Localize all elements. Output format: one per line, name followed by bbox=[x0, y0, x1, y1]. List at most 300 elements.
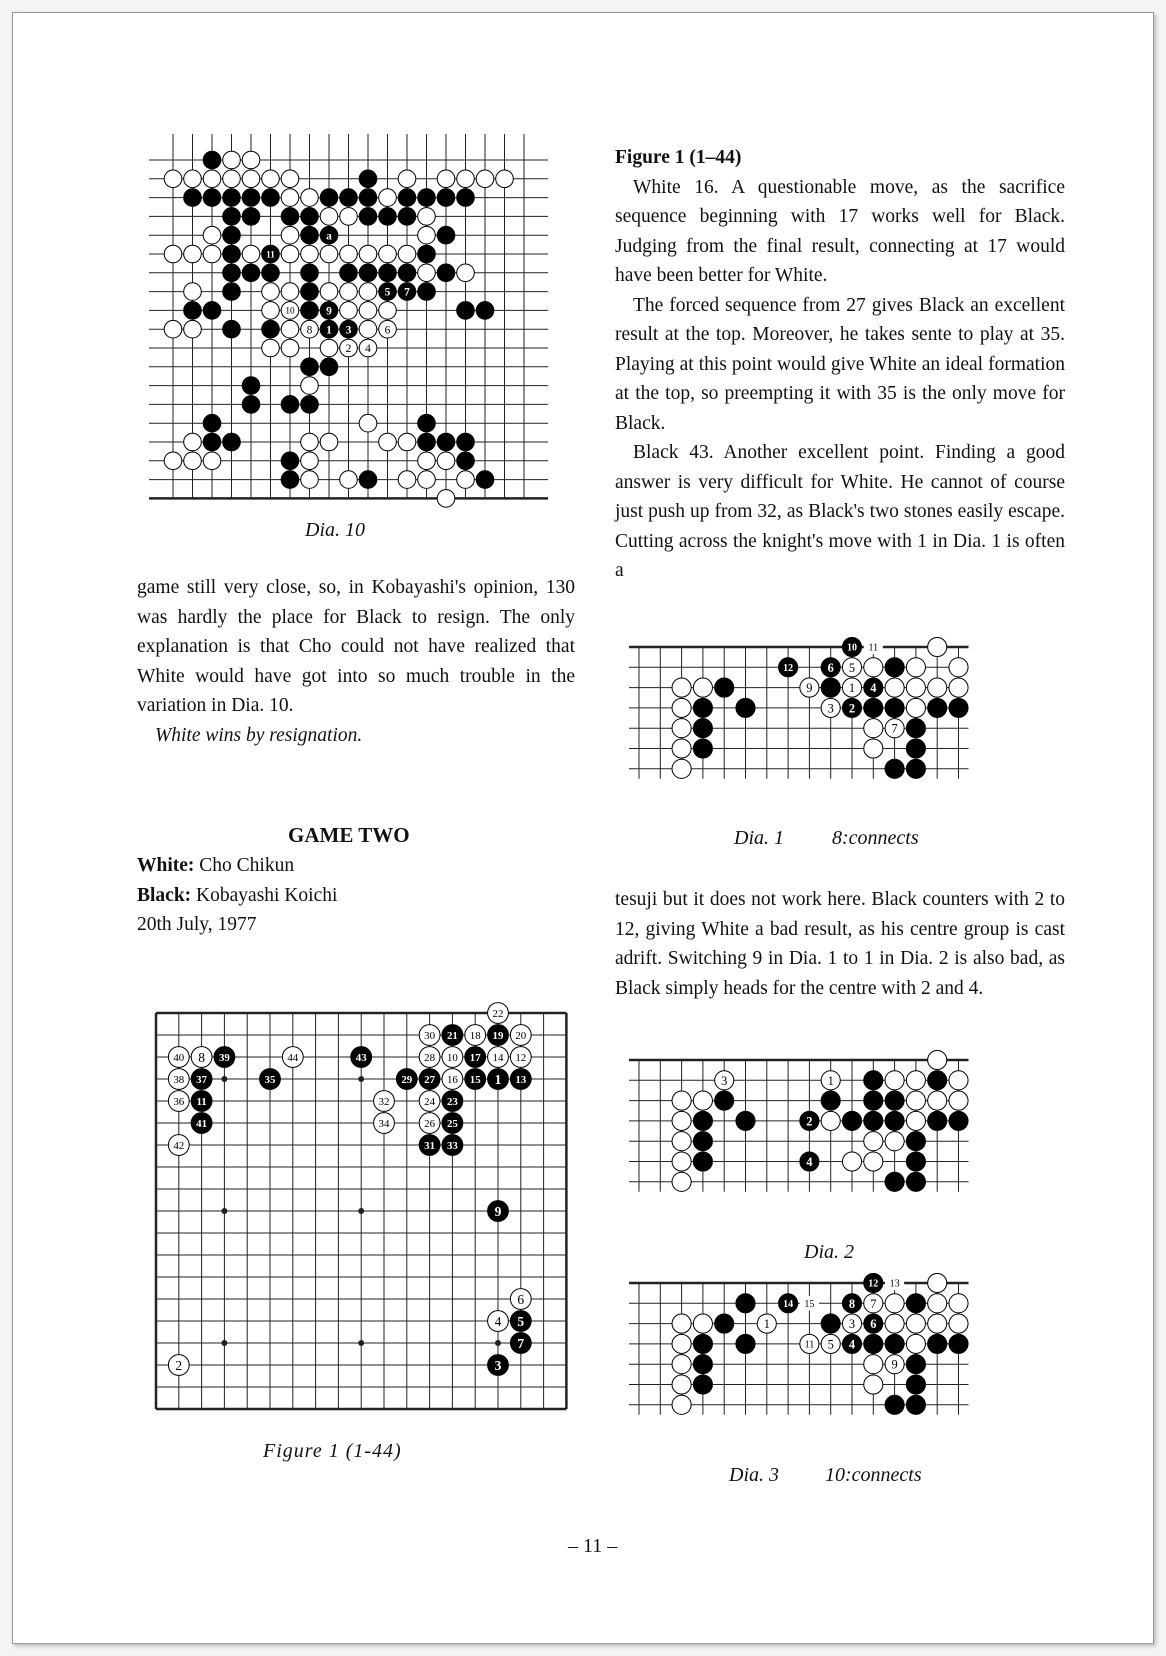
white-name: Cho Chikun bbox=[199, 855, 295, 876]
black-stone bbox=[693, 1375, 712, 1394]
move-number: 15 bbox=[469, 1073, 481, 1086]
black-stone bbox=[476, 302, 494, 320]
black-stone bbox=[223, 245, 241, 263]
black-stone bbox=[301, 226, 319, 244]
white-stone bbox=[418, 471, 436, 489]
white-stone bbox=[184, 283, 202, 301]
white-stone bbox=[864, 739, 883, 758]
move-number: 3 bbox=[345, 324, 352, 337]
move-number: 19 bbox=[492, 1029, 504, 1042]
white-stone bbox=[379, 245, 397, 263]
move-number: 10 bbox=[285, 305, 295, 316]
white-stone bbox=[476, 170, 494, 188]
black-stone bbox=[184, 189, 202, 207]
white-stone bbox=[672, 678, 691, 697]
white-stone bbox=[928, 1091, 947, 1110]
white-stone bbox=[906, 1314, 925, 1333]
black-player bbox=[137, 881, 337, 911]
white-stone bbox=[906, 1111, 925, 1130]
black-stone bbox=[223, 320, 241, 338]
black-stone bbox=[906, 1294, 925, 1313]
white-stone bbox=[320, 433, 338, 451]
white-stone bbox=[928, 678, 947, 697]
white-stone bbox=[885, 1071, 904, 1090]
black-stone bbox=[203, 151, 221, 169]
black-stone bbox=[418, 414, 436, 432]
white-stone bbox=[418, 264, 436, 282]
white-stone bbox=[693, 1314, 712, 1333]
white-stone bbox=[949, 658, 968, 677]
dia1-note: 8:connects bbox=[832, 827, 919, 849]
black-stone bbox=[864, 698, 883, 717]
go-board-svg bbox=[629, 1273, 969, 1415]
black-stone bbox=[242, 189, 260, 207]
move-number: 1 bbox=[827, 1073, 834, 1088]
white-stone bbox=[340, 302, 358, 320]
black-stone bbox=[693, 698, 712, 717]
move-number: 35 bbox=[264, 1073, 276, 1086]
white-stone bbox=[320, 339, 338, 357]
white-stone bbox=[693, 678, 712, 697]
white-stone bbox=[672, 1111, 691, 1130]
black-stone bbox=[864, 1111, 883, 1130]
white-stone bbox=[906, 1334, 925, 1353]
move-number: 2 bbox=[175, 1357, 183, 1373]
white-stone bbox=[885, 1294, 904, 1313]
black-stone bbox=[885, 1091, 904, 1110]
white-stone bbox=[398, 471, 416, 489]
left-column-text bbox=[137, 573, 575, 750]
move-number: 29 bbox=[401, 1073, 413, 1086]
black-stone bbox=[223, 264, 241, 282]
black-stone bbox=[693, 739, 712, 758]
move-number: 9 bbox=[891, 1357, 898, 1372]
move-number: 15 bbox=[804, 1298, 815, 1310]
black-stone bbox=[885, 759, 904, 778]
white-stone bbox=[281, 245, 299, 263]
black-stone bbox=[320, 358, 338, 376]
move-number: 3 bbox=[848, 1317, 856, 1332]
move-number: 8 bbox=[198, 1049, 205, 1065]
move-number: 4 bbox=[365, 343, 371, 356]
move-number: 12 bbox=[783, 662, 794, 674]
black-stone bbox=[281, 396, 299, 414]
black-stone bbox=[281, 471, 299, 489]
move-number: 42 bbox=[173, 1139, 185, 1152]
go-board-svg bbox=[142, 999, 580, 1423]
white-stone bbox=[672, 1355, 691, 1374]
figure1-caption: Figure 1 (1-44) bbox=[263, 1440, 402, 1462]
black-stone bbox=[949, 698, 968, 717]
move-number: 12 bbox=[515, 1051, 527, 1064]
move-number: 1 bbox=[848, 681, 856, 696]
right-column-text-top bbox=[615, 143, 1065, 586]
white-stone bbox=[672, 759, 691, 778]
move-number: 6 bbox=[870, 1317, 877, 1332]
dia2-board bbox=[629, 1050, 969, 1192]
hoshi-point bbox=[358, 1076, 364, 1082]
black-stone bbox=[281, 452, 299, 470]
move-number: 3 bbox=[827, 701, 834, 716]
black-stone bbox=[949, 1111, 968, 1130]
black-stone bbox=[715, 1314, 734, 1333]
move-number: 31 bbox=[424, 1139, 436, 1152]
white-stone bbox=[203, 226, 221, 244]
black-stone bbox=[906, 759, 925, 778]
move-number: 5 bbox=[848, 660, 856, 675]
black-stone bbox=[398, 189, 416, 207]
black-stone bbox=[885, 1172, 904, 1191]
white-stone bbox=[457, 170, 475, 188]
white-stone bbox=[164, 245, 182, 263]
white-stone bbox=[418, 226, 436, 244]
black-stone bbox=[203, 189, 221, 207]
move-number: 25 bbox=[446, 1117, 458, 1130]
white-stone bbox=[437, 490, 455, 508]
dia3-note: 10:connects bbox=[825, 1464, 922, 1486]
white-stone bbox=[398, 170, 416, 188]
figure1-board bbox=[142, 999, 580, 1423]
right-paragraph-2: The forced sequence from 27 gives Black an excellent result at the top. Moreover, he takes sente to play at 35. Playing at this point would give White an ideal formation at the top, so preempting it with 35 is the only move for Black. bbox=[615, 294, 1065, 434]
white-stone bbox=[379, 433, 397, 451]
white-stone bbox=[864, 1355, 883, 1374]
move-number: 5 bbox=[827, 1337, 834, 1352]
black-label: Black: bbox=[137, 884, 192, 906]
black-stone bbox=[262, 189, 280, 207]
black-stone bbox=[457, 189, 475, 207]
white-stone bbox=[457, 471, 475, 489]
hoshi-point bbox=[221, 1076, 227, 1082]
white-stone bbox=[693, 1091, 712, 1110]
white-stone bbox=[864, 1132, 883, 1151]
black-stone bbox=[418, 433, 436, 451]
black-stone bbox=[242, 377, 260, 395]
black-stone bbox=[949, 1334, 968, 1353]
move-number: 6 bbox=[384, 324, 391, 337]
move-number: 23 bbox=[446, 1095, 458, 1108]
black-stone bbox=[693, 1355, 712, 1374]
black-stone bbox=[906, 1172, 925, 1191]
move-number: 13 bbox=[889, 1278, 900, 1290]
white-stone bbox=[379, 189, 397, 207]
black-stone bbox=[736, 1111, 755, 1130]
move-number: 8 bbox=[306, 324, 313, 337]
go-board-svg bbox=[149, 134, 548, 524]
white-stone bbox=[928, 1050, 947, 1069]
move-number: 30 bbox=[424, 1029, 436, 1042]
white-stone bbox=[203, 170, 221, 188]
black-stone bbox=[223, 283, 241, 301]
dia10-board bbox=[149, 134, 548, 524]
white-stone bbox=[340, 208, 358, 226]
black-stone bbox=[301, 358, 319, 376]
move-number: 1 bbox=[763, 1317, 770, 1332]
black-stone bbox=[715, 1091, 734, 1110]
black-stone bbox=[906, 739, 925, 758]
white-stone bbox=[320, 208, 338, 226]
black-stone bbox=[379, 208, 397, 226]
white-stone bbox=[203, 245, 221, 263]
white-stone bbox=[320, 283, 338, 301]
black-name: Kobayashi Koichi bbox=[196, 884, 338, 906]
white-stone bbox=[928, 637, 947, 656]
game-meta bbox=[137, 851, 337, 940]
hoshi-point bbox=[358, 1208, 364, 1214]
black-stone bbox=[885, 1395, 904, 1414]
hoshi-point bbox=[358, 1340, 364, 1346]
black-stone bbox=[906, 1152, 925, 1171]
black-stone bbox=[821, 1314, 840, 1333]
move-number: 11 bbox=[804, 1339, 815, 1351]
move-number: 5 bbox=[384, 286, 391, 299]
move-number: 38 bbox=[173, 1073, 185, 1086]
white-label: White: bbox=[137, 855, 195, 876]
move-number: 10 bbox=[846, 642, 858, 654]
black-stone bbox=[301, 302, 319, 320]
white-stone bbox=[885, 1132, 904, 1151]
right-column-text-mid bbox=[615, 885, 1065, 1003]
move-number: 10 bbox=[446, 1051, 458, 1064]
move-number: 4 bbox=[806, 1154, 813, 1169]
move-number: 5 bbox=[517, 1313, 525, 1329]
move-number: 33 bbox=[446, 1139, 458, 1152]
black-stone bbox=[885, 1111, 904, 1130]
move-number: 11 bbox=[196, 1095, 207, 1108]
move-number: 3 bbox=[494, 1357, 502, 1373]
move-number: 1 bbox=[494, 1071, 502, 1087]
white-stone bbox=[320, 245, 338, 263]
white-stone bbox=[281, 320, 299, 338]
white-stone bbox=[301, 377, 319, 395]
move-number: 4 bbox=[870, 681, 877, 696]
white-stone bbox=[281, 189, 299, 207]
move-number: 27 bbox=[424, 1073, 436, 1086]
white-stone bbox=[301, 245, 319, 263]
move-number: 9 bbox=[806, 681, 813, 696]
black-stone bbox=[398, 208, 416, 226]
black-stone bbox=[359, 264, 377, 282]
black-stone bbox=[457, 433, 475, 451]
move-number: 11 bbox=[266, 249, 275, 260]
white-stone bbox=[359, 320, 377, 338]
white-stone bbox=[906, 678, 925, 697]
white-stone bbox=[906, 698, 925, 717]
white-stone bbox=[672, 1132, 691, 1151]
black-stone bbox=[906, 1375, 925, 1394]
black-stone bbox=[184, 302, 202, 320]
white-stone bbox=[864, 1375, 883, 1394]
white-stone bbox=[262, 283, 280, 301]
black-stone bbox=[359, 208, 377, 226]
black-stone bbox=[842, 1111, 861, 1130]
black-stone bbox=[223, 208, 241, 226]
move-number: 11 bbox=[868, 642, 879, 654]
white-stone bbox=[184, 320, 202, 338]
black-stone bbox=[418, 283, 436, 301]
move-number: 22 bbox=[492, 1007, 504, 1020]
go-board-svg bbox=[629, 637, 969, 779]
move-number: 14 bbox=[783, 1298, 794, 1310]
black-stone bbox=[906, 1395, 925, 1414]
white-stone bbox=[672, 1314, 691, 1333]
hoshi-point bbox=[221, 1340, 227, 1346]
white-stone bbox=[301, 189, 319, 207]
white-stone bbox=[496, 170, 514, 188]
black-stone bbox=[242, 264, 260, 282]
move-number: 32 bbox=[378, 1095, 390, 1108]
black-stone bbox=[301, 283, 319, 301]
black-stone bbox=[203, 414, 221, 432]
black-stone bbox=[928, 698, 947, 717]
white-stone bbox=[359, 283, 377, 301]
black-stone bbox=[864, 1071, 883, 1090]
move-number: 12 bbox=[868, 1278, 879, 1290]
dia3-caption: Dia. 3 bbox=[729, 1464, 779, 1486]
white-stone bbox=[672, 1375, 691, 1394]
left-paragraph-1: game still very close, so, in Kobayashi's opinion, 130 was hardly the place for Black to resign. The only explanation is that Cho could not have realized that White would have got into so much trouble in the variation in Dia. 10. bbox=[137, 577, 575, 716]
book-page bbox=[12, 12, 1154, 1644]
black-stone bbox=[906, 1355, 925, 1374]
white-stone bbox=[398, 433, 416, 451]
white-stone bbox=[864, 1152, 883, 1171]
black-stone bbox=[457, 302, 475, 320]
dia3-board bbox=[629, 1273, 969, 1415]
dia2-caption: Dia. 2 bbox=[804, 1241, 854, 1263]
black-stone bbox=[398, 264, 416, 282]
game-title: GAME TWO bbox=[288, 823, 410, 847]
white-stone bbox=[223, 151, 241, 169]
white-stone bbox=[242, 151, 260, 169]
move-number: 1 bbox=[326, 324, 332, 337]
black-stone bbox=[885, 698, 904, 717]
right-paragraph-4: tesuji but it does not work here. Black counters with 2 to 12, giving White a bad result, as his centre group is cast adrift. Switching 9 in Dia. 1 to 1 in Dia. 2 is also bad, as Black simply heads for the centre with 2 and 4. bbox=[615, 889, 1065, 999]
move-number: 9 bbox=[494, 1203, 502, 1219]
white-stone bbox=[437, 170, 455, 188]
game-date: 20th July, 1977 bbox=[137, 914, 257, 935]
white-stone bbox=[906, 658, 925, 677]
white-stone bbox=[457, 264, 475, 282]
white-stone bbox=[301, 471, 319, 489]
move-number: 36 bbox=[173, 1095, 185, 1108]
white-stone bbox=[184, 170, 202, 188]
black-stone bbox=[437, 433, 455, 451]
move-number: 3 bbox=[721, 1073, 728, 1088]
black-stone bbox=[437, 226, 455, 244]
dia1-board bbox=[629, 637, 969, 779]
white-stone bbox=[885, 678, 904, 697]
white-stone bbox=[949, 1091, 968, 1110]
white-stone bbox=[672, 719, 691, 738]
move-number: 6 bbox=[517, 1291, 525, 1307]
move-number: 39 bbox=[218, 1051, 230, 1064]
go-board-svg bbox=[629, 1050, 969, 1192]
black-stone bbox=[359, 471, 377, 489]
figure-heading: Figure 1 (1–44) bbox=[615, 147, 742, 168]
black-stone bbox=[693, 719, 712, 738]
black-stone bbox=[418, 189, 436, 207]
move-number: 41 bbox=[196, 1117, 208, 1130]
move-number: 9 bbox=[326, 305, 332, 318]
white-stone bbox=[359, 414, 377, 432]
white-stone bbox=[949, 678, 968, 697]
white-stone bbox=[864, 658, 883, 677]
move-number: 4 bbox=[494, 1313, 502, 1329]
white-stone bbox=[223, 170, 241, 188]
white-stone bbox=[672, 1395, 691, 1414]
black-stone bbox=[223, 226, 241, 244]
white-stone bbox=[340, 471, 358, 489]
dia10-caption: Dia. 10 bbox=[305, 519, 365, 541]
white-stone bbox=[262, 170, 280, 188]
black-stone bbox=[203, 302, 221, 320]
black-stone bbox=[301, 264, 319, 282]
white-stone bbox=[281, 170, 299, 188]
white-stone bbox=[242, 170, 260, 188]
move-number: 37 bbox=[196, 1073, 208, 1086]
move-number: 7 bbox=[870, 1296, 877, 1311]
move-number: 7 bbox=[404, 286, 410, 299]
move-number: 18 bbox=[469, 1029, 481, 1042]
black-stone bbox=[340, 264, 358, 282]
white-stone bbox=[842, 1152, 861, 1171]
black-stone bbox=[262, 264, 280, 282]
move-number: 13 bbox=[515, 1073, 527, 1086]
white-stone bbox=[262, 302, 280, 320]
white-stone bbox=[184, 245, 202, 263]
white-stone bbox=[301, 433, 319, 451]
black-stone bbox=[928, 1111, 947, 1130]
white-stone bbox=[281, 226, 299, 244]
white-stone bbox=[164, 452, 182, 470]
white-stone bbox=[821, 1111, 840, 1130]
black-stone bbox=[457, 452, 475, 470]
black-stone bbox=[885, 658, 904, 677]
white-stone bbox=[928, 1294, 947, 1313]
white-stone bbox=[906, 1071, 925, 1090]
white-stone bbox=[184, 452, 202, 470]
white-stone bbox=[864, 719, 883, 738]
white-stone bbox=[164, 320, 182, 338]
black-stone bbox=[715, 678, 734, 697]
black-stone bbox=[864, 1334, 883, 1353]
black-stone bbox=[864, 1091, 883, 1110]
black-stone bbox=[437, 189, 455, 207]
black-stone bbox=[476, 471, 494, 489]
move-number: 43 bbox=[355, 1051, 367, 1064]
move-number: a bbox=[326, 230, 332, 243]
move-number: 26 bbox=[424, 1117, 436, 1130]
white-stone bbox=[203, 452, 221, 470]
page-number: – 11 – bbox=[568, 1535, 618, 1557]
white-stone bbox=[949, 1071, 968, 1090]
hoshi-point bbox=[221, 1208, 227, 1214]
result-line: White wins by resignation. bbox=[155, 724, 363, 746]
black-stone bbox=[320, 189, 338, 207]
white-stone bbox=[906, 1091, 925, 1110]
black-stone bbox=[223, 189, 241, 207]
white-stone bbox=[359, 302, 377, 320]
move-number: 44 bbox=[287, 1051, 299, 1064]
move-number: 20 bbox=[515, 1029, 527, 1042]
black-stone bbox=[928, 1071, 947, 1090]
move-number: 17 bbox=[469, 1051, 481, 1064]
white-stone bbox=[672, 739, 691, 758]
white-stone bbox=[928, 1314, 947, 1333]
move-number: 6 bbox=[827, 660, 834, 675]
white-stone bbox=[281, 283, 299, 301]
black-stone bbox=[437, 264, 455, 282]
white-stone bbox=[281, 339, 299, 357]
